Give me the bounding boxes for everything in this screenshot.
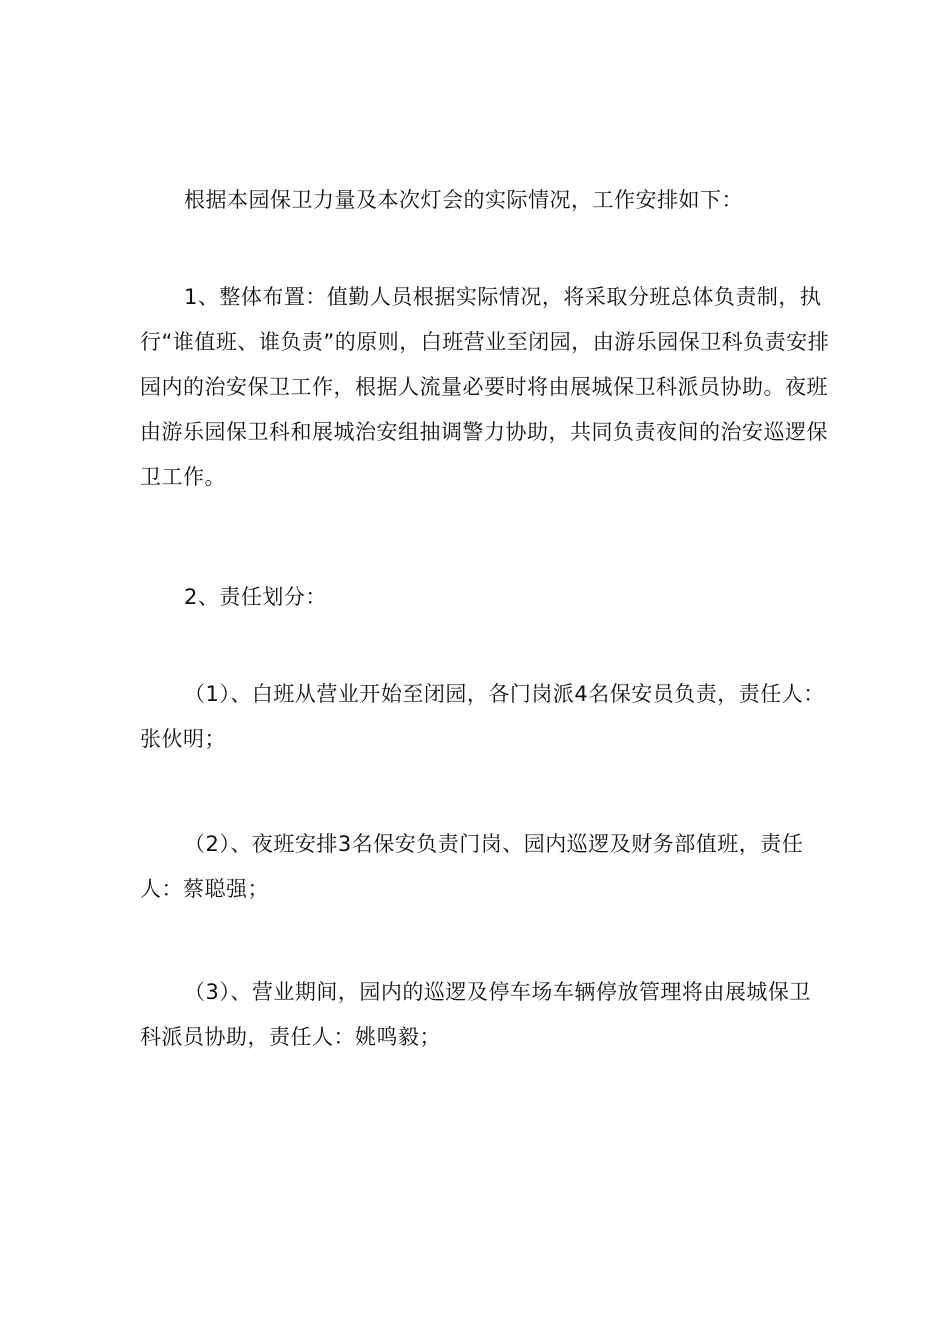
responsibility-item-3: （3）、营业期间，园内的巡逻及停车场车辆停放管理将由展城保卫科派员协助，责任人：姚鸣毅； (140, 980, 811, 1049)
section-2-heading: 2、责任划分： (184, 585, 327, 609)
responsibility-item-2: （2）、夜班安排3名保安负责门岗、园内巡逻及财务部值班，责任人：蔡聪强； (140, 832, 804, 901)
responsibility-item-1: （1）、白班从营业开始至闭园，各门岗派4名保安员负责，责任人：张伙明； (140, 682, 825, 751)
intro-paragraph: 根据本园保卫力量及本次灯会的实际情况，工作安排如下： (184, 188, 743, 212)
section-1-paragraph: 1、整体布置：值勤人员根据实际情况，将采取分班总体负责制，执行“谁值班、谁负责”的原则，白班营业至闭园，由游乐园保卫科负责安排园内的治安保卫工作，根据人流量必要时将由展城保卫科派员协助。夜班由游乐园保卫科和展城治安组抽调警力协助，共同负责夜间的治安巡逻保卫工作。 (140, 285, 830, 489)
